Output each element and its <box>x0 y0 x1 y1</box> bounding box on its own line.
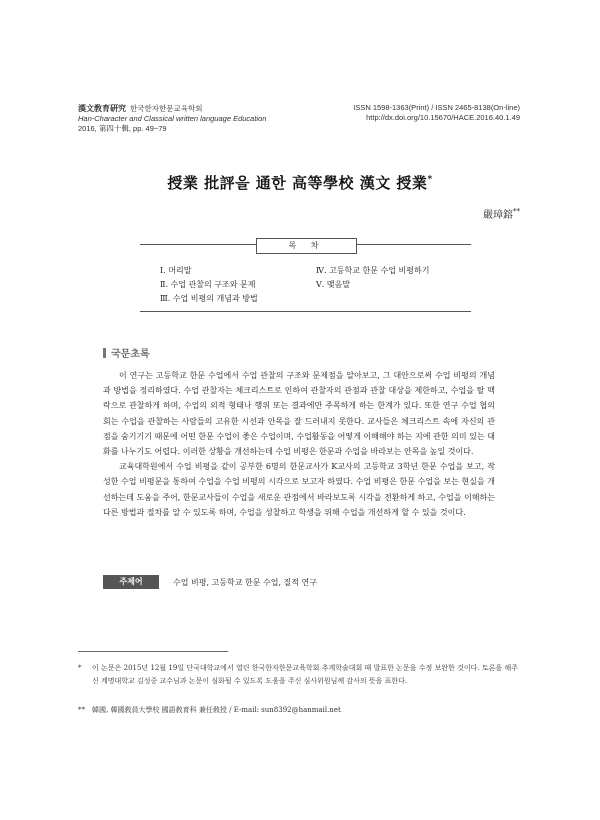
abstract-heading-text: 국문초록 <box>111 349 150 360</box>
footnote-1 <box>78 662 518 688</box>
footnote-2 <box>78 704 518 717</box>
toc-item-5[interactable]: Ⅴ. 맺음말 <box>316 280 351 289</box>
keywords-text: 수업 비평, 고등학교 한문 수업, 질적 연구 <box>173 577 317 587</box>
keywords-label: 주제어 <box>103 575 159 589</box>
footnote-2-text: 韓國, 韓國敎員大學校 國語敎育科 兼任敎授 / E-mail: sun8392@hanmail.net <box>92 706 341 714</box>
author-footnote-mark[interactable]: ** <box>513 207 520 216</box>
section-marker-icon <box>103 348 106 358</box>
abstract-paragraph-1: 이 연구는 고등학교 한문 수업에서 수업 관찰의 구조와 문제점을 알아보고, 그 대안으로써 수업 비평의 개념과 방법을 정리하였다. 수업 관찰자는 체크리스트로 인하여 관찰자의 관점과 관찰 대상을 제한하고, 수업을 탈 맥락으로 관찰하게 하며, 수업의 외적 형태나 행위 또는 결과에만 주목하게 하는 한계가 있다. 또한 연구 수업 협의회는 수업을 관찰하는 사람들의 고유한 시선과 안목을 잘 드러내지 못한다. 교사들은 체크리스트 속에 자신의 관점을 숨기기기 때문에 어떤 한문 수업이 좋은 수업이며, 수업활동을 어떻게 이해해야 하는 지에 관한 의미 있는 대화를 나누기도 어렵다. 이러한 상황을 개선하는데 수업 비평은 한문과 수업을 바라보는 안목을 높일 것이다. <box>103 371 495 457</box>
abstract-body <box>103 368 495 520</box>
issue-info: 2016, 第四十輯, pp. 49~79 <box>78 124 167 133</box>
author <box>483 206 520 221</box>
footnote-divider <box>78 651 228 652</box>
footnote-1-mark: * <box>78 664 82 672</box>
abstract-paragraph-2: 교육대학원에서 수업 비평을 같이 공부한 6명의 한문교사가 K교사의 고등학교 3학년 한문 수업을 보고, 작성한 수업 비평문을 통하여 수업을 수업 비평의 시각으로 보고자 하였다. 수업 비평은 한문 수업을 보는 현실을 개선하는데 도움을 주어, 한문교사들이 수업을 새로운 관점에서 바라보도록 시각을 전환하게 하고, 수업을 이해하는 다른 방법과 절차를 알 수 있도록 하며, 수업을 성찰하고 학생을 위해 수업을 개선하게 할 수 있을 것이다. <box>103 462 495 517</box>
issn: ISSN 1598-1363(Print) / ISSN 2465-8138(On-line) <box>353 103 520 112</box>
journal-header-right <box>260 103 520 123</box>
author-name: 嚴璋鎔 <box>483 210 513 221</box>
table-of-contents <box>140 241 471 312</box>
toc-item-1[interactable]: Ⅰ. 머리말 <box>160 266 192 275</box>
journal-title: 漢文敎育硏究 <box>78 103 126 113</box>
article-title-text: 授業 批評을 通한 高等學校 漢文 授業 <box>167 174 428 192</box>
toc-title: 목 차 <box>256 238 357 254</box>
footnote-1-text: 이 논문은 2015년 12월 19일 단국대학교에서 열린 한국한자한문교육학회 추계학술대회 때 발표한 논문을 수정 보완한 것이다. 토론을 해주신 계명대학교 김성중 교수님과 논문이 심화될 수 있도록 도움을 주신 심사위원님께 감사의 뜻을 표한다. <box>92 664 518 685</box>
toc-item-4[interactable]: Ⅳ. 고등학교 한문 수업 비평하기 <box>316 266 430 275</box>
article-title <box>0 172 600 193</box>
abstract-heading <box>103 345 150 360</box>
journal-english-title: Han-Character and Classical written language Education <box>78 114 267 123</box>
keywords <box>103 575 317 589</box>
society-name: 한국한자한문교육학회 <box>130 104 203 113</box>
toc-item-2[interactable]: Ⅱ. 수업 관찰의 구조와 문제 <box>160 280 256 289</box>
toc-item-3[interactable]: Ⅲ. 수업 비평의 개념과 방법 <box>160 294 258 303</box>
doi-link[interactable]: http://dx.doi.org/10.15670/HACE.2016.40.1.49 <box>366 113 520 122</box>
title-footnote-mark[interactable]: * <box>427 175 433 185</box>
footnote-2-mark: ** <box>78 706 85 714</box>
